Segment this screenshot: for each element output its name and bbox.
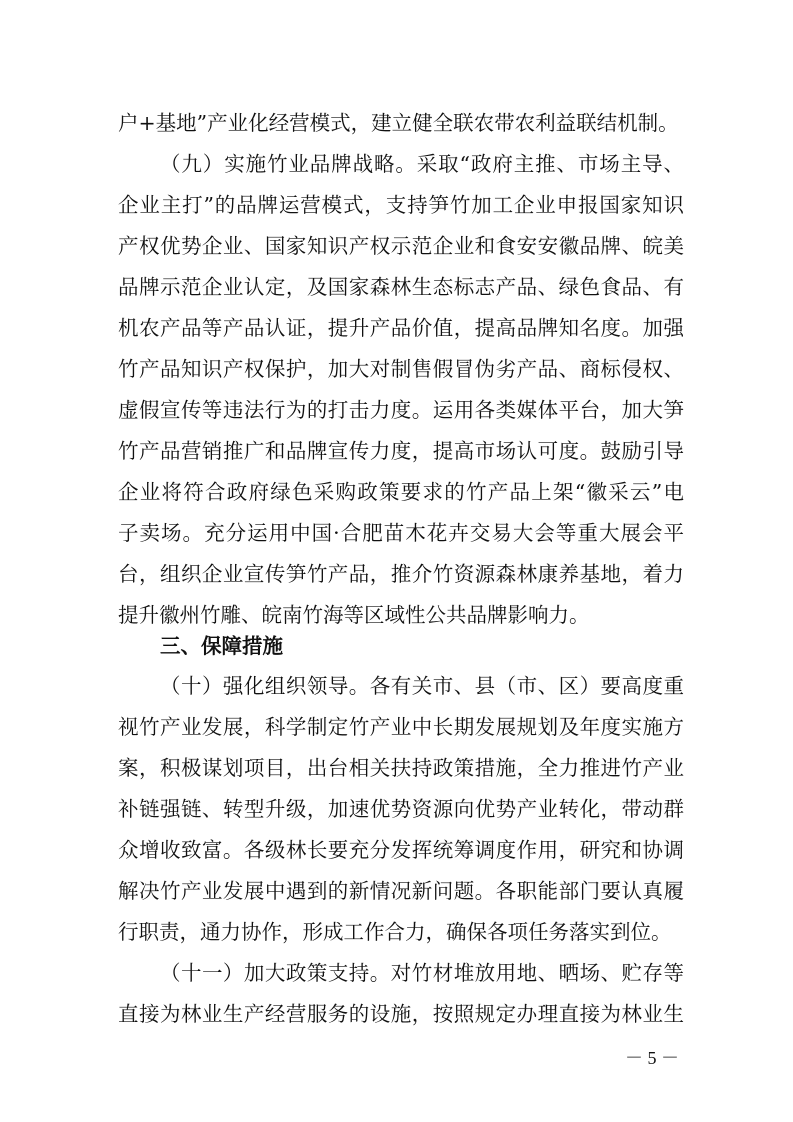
body-text-line: 直接为林业生产经营服务的设施，按照规定办理直接为林业生 <box>118 1002 684 1026</box>
body-text-line: 产权优势企业、国家知识产权示范企业和食安安徽品牌、皖美 <box>118 234 684 258</box>
section-eleven-first-line: （十一）加大政策支持。对竹材堆放用地、晒场、贮存等 <box>160 961 684 985</box>
body-text-line: 补链强链、转型升级，加速优势资源向优势产业转化，带动群 <box>118 797 684 821</box>
body-text-line: 竹产品营销推广和品牌宣传力度，提高市场认可度。鼓励引导 <box>118 439 684 463</box>
body-text-line: 提升徽州竹雕、皖南竹海等区域性公共品牌影响力。 <box>118 603 590 627</box>
body-text-line: 机农产品等产品认证，提升产品价值，提高品牌知名度。加强 <box>118 316 684 340</box>
body-text-line: 品牌示范企业认定，及国家森林生态标志产品、绿色食品、有 <box>118 275 684 299</box>
section-heading: 三、保障措施 <box>160 634 283 658</box>
section-nine-first-line: （九）实施竹业品牌战略。采取“政府主推、市场主导、 <box>160 152 684 176</box>
body-text-line: 竹产品知识产权保护，加大对制售假冒伪劣产品、商标侵权、 <box>118 357 684 381</box>
body-text-line: 众增收致富。各级林长要充分发挥统筹调度作用，研究和协调 <box>118 838 684 862</box>
body-text-line: 企业将符合政府绿色采购政策要求的竹产品上架“徽采云”电 <box>118 480 684 504</box>
body-text-line: 户+基地”产业化经营模式，建立健全联农带农利益联结机制。 <box>118 111 679 135</box>
body-text-line: 子卖场。充分运用中国·合肥苗木花卉交易大会等重大展会平 <box>118 521 684 545</box>
page-number: － 5 － <box>625 1048 679 1068</box>
body-text-line: 案，积极谋划项目，出台相关扶持政策措施，全力推进竹产业 <box>118 756 684 780</box>
body-text-line: 行职责，通力协作，形成工作合力，确保各项任务落实到位。 <box>118 920 672 944</box>
body-text-line: 虚假宣传等违法行为的打击力度。运用各类媒体平台，加大笋 <box>118 398 684 422</box>
body-text-line: 解决竹产业发展中遇到的新情况新问题。各职能部门要认真履 <box>118 879 684 903</box>
body-text-line: 视竹产业发展，科学制定竹产业中长期发展规划及年度实施方 <box>118 715 684 739</box>
body-text-line: 企业主打”的品牌运营模式，支持笋竹加工企业申报国家知识 <box>118 193 684 217</box>
section-ten-first-line: （十）强化组织领导。各有关市、县（市、区）要高度重 <box>160 674 684 698</box>
body-text-line: 台，组织企业宣传笋竹产品，推介竹资源森林康养基地，着力 <box>118 562 684 586</box>
